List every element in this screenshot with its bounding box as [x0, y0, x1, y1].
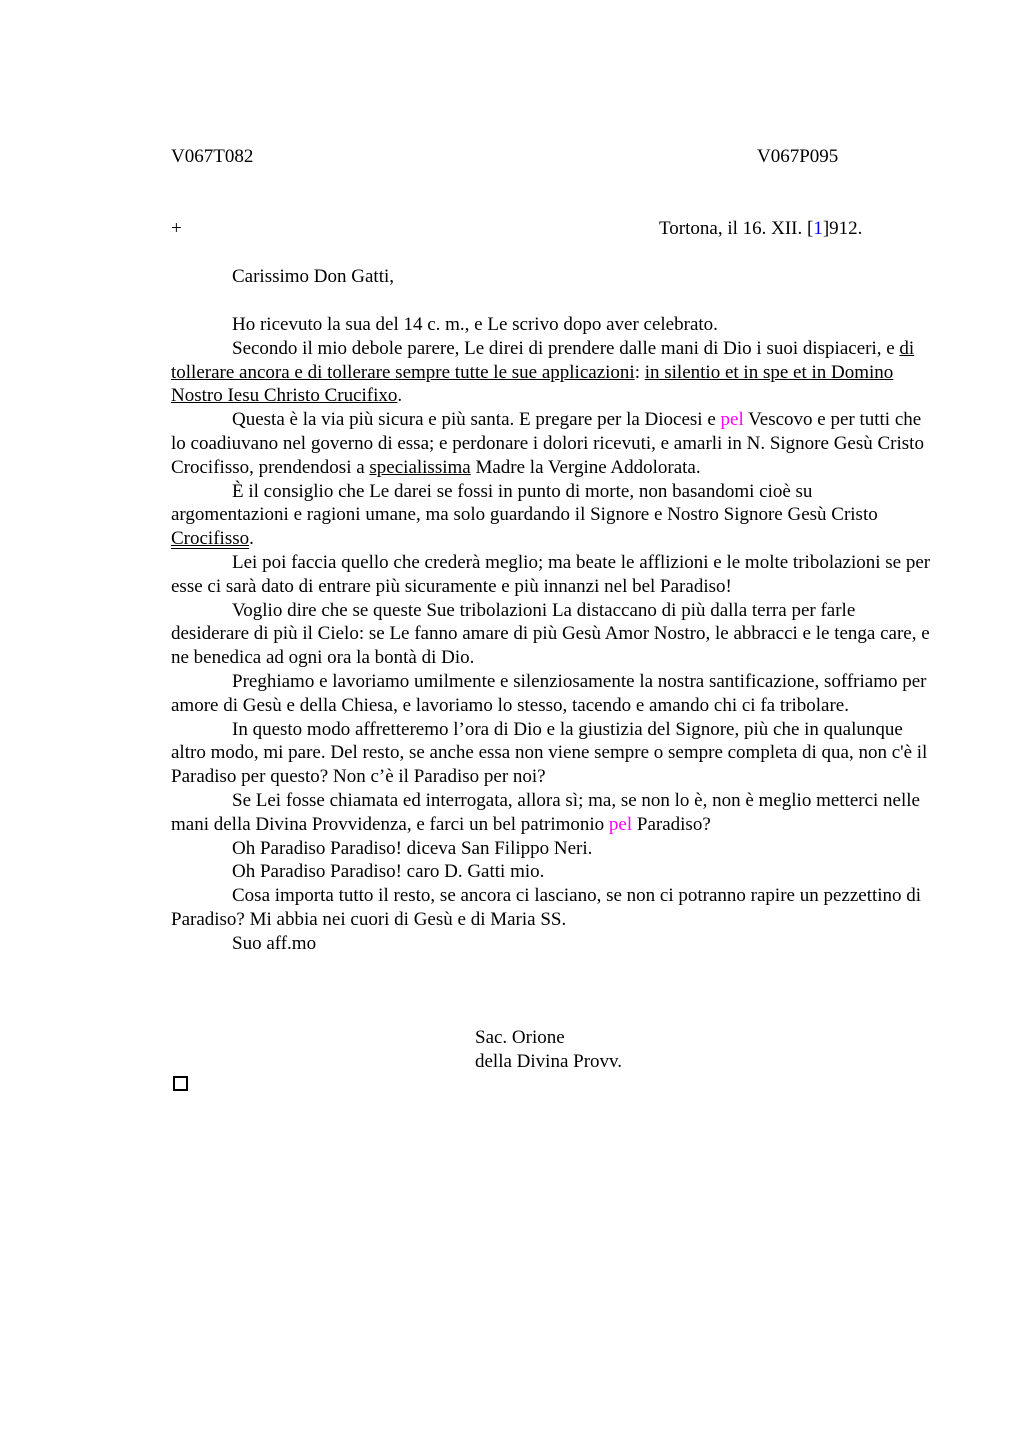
dateline-text-before: Tortona, il 16. XII. [ — [659, 218, 814, 239]
square-outline-icon — [173, 1076, 188, 1091]
paragraph-4-text-b: . — [249, 528, 254, 550]
salutation: Carissimo Don Gatti, — [232, 266, 395, 287]
paragraph-1: Ho ricevuto la sua del 14 c. m., e Le scrivo dopo aver celebrato. — [232, 314, 718, 335]
paragraph-6: Voglio dire che se queste Sue tribolazioni La distaccano di più dalla terra per farle desiderare di più il Cielo: se Le fanno amare di più Gesù Amor Nostro, le abbracci e le tenga care, e ne benedica ad ogni ora la bontà di Dio. — [171, 599, 930, 669]
paragraph-2-underlined-2: in silentio et in spe et in Domino Nostro Iesu Christo Crucifixo — [171, 361, 894, 407]
paragraph-3-text-c: Madre la Vergine Addolorata. — [470, 456, 701, 478]
paragraph-3-highlight: pel — [720, 409, 744, 431]
closing: Suo aff.mo — [232, 932, 317, 954]
dateline — [659, 218, 862, 240]
signature-block — [475, 1026, 622, 1074]
paragraph-7: Preghiamo e lavoriamo umilmente e silenziosamente la nostra santificazione, soffriamo per amore di Gesù e della Chiesa, e lavoriamo lo stesso, tacendo e amando chi ci fa tribolare. — [171, 670, 927, 716]
paragraph-3-text-b: Vescovo e per tutti che lo coadiuvano nel governo di essa; e perdonare i dolori ricevuti, e amarli in N. Signore Gesù Cristo Crocifisso, prendendosi a — [171, 409, 924, 478]
paragraph-4-text-a: È il consiglio che Le darei se fossi in punto di morte, non basandomi cioè su argomentazioni e ragioni umane, ma solo guardando il Signore e Nostro Signore Gesù Cristo — [171, 480, 878, 526]
signature-affiliation: della Divina Provv. — [475, 1051, 623, 1072]
paragraph-2-text-b: : — [634, 361, 645, 383]
paragraph-3 — [171, 408, 931, 479]
dateline-editorial-digit: 1 — [813, 218, 823, 239]
paragraph-8: In questo modo affretteremo l’ora di Dio e la giustizia del Signore, più che in qualunque altro modo, mi pare. Del resto, se anche essa non viene sempre o sempre completa di qua, non c'è il Paradiso per questo? Non c’è il Paradiso per noi? — [171, 718, 928, 788]
paragraph-2-underlined-1: di tollerare ancora e di tollerare sempre tutte le sue applicazioni — [171, 337, 915, 383]
paragraph-2-text-a: Secondo il mio debole parere, Le direi di prendere dalle mani di Dio i suoi dispiaceri, e — [232, 337, 900, 359]
paragraph-10: Oh Paradiso Paradiso! diceva San Filippo Neri. — [232, 837, 593, 859]
paragraph-4-double-underlined: Crocifisso — [171, 528, 250, 550]
paragraph-3-underlined: specialissima — [369, 456, 471, 478]
cross-symbol: + — [171, 218, 182, 239]
paragraph-12: Cosa importa tutto il resto, se ancora ci lasciano, se non ci potranno rapire un pezzettino di Paradiso? Mi abbia nei cuori di Gesù e di Maria SS. — [171, 885, 922, 930]
document-reference-left: V067T082 — [171, 146, 254, 167]
letter-body — [171, 313, 931, 956]
dateline-text-after: ]912. — [822, 218, 863, 239]
paragraph-9 — [171, 789, 931, 837]
paragraph-9-highlight: pel — [608, 813, 633, 835]
document-reference-right: V067P095 — [757, 146, 839, 167]
paragraph-4 — [171, 480, 931, 551]
paragraph-2 — [171, 337, 931, 408]
paragraph-3-text-a: Questa è la via più sicura e più santa. E pregare per la Diocesi e — [232, 409, 721, 431]
paragraph-11: Oh Paradiso Paradiso! caro D. Gatti mio. — [232, 861, 545, 883]
paragraph-9-text-b: Paradiso? — [632, 813, 711, 835]
paragraph-5: Lei poi faccia quello che crederà meglio; ma beate le afflizioni e le molte tribolazioni se per esse ci sarà dato di entrare più sicuramente e più innanzi nel bel Paradiso! — [171, 551, 931, 597]
paragraph-9-text-a: Se Lei fosse chiamata ed interrogata, allora sì; ma, se non lo è, non è meglio metterci nelle mani della Divina Provvidenza, e farci un bel patrimonio — [171, 789, 920, 835]
signature-name: Sac. Orione — [475, 1027, 565, 1048]
paragraph-2-text-c: . — [397, 385, 403, 407]
